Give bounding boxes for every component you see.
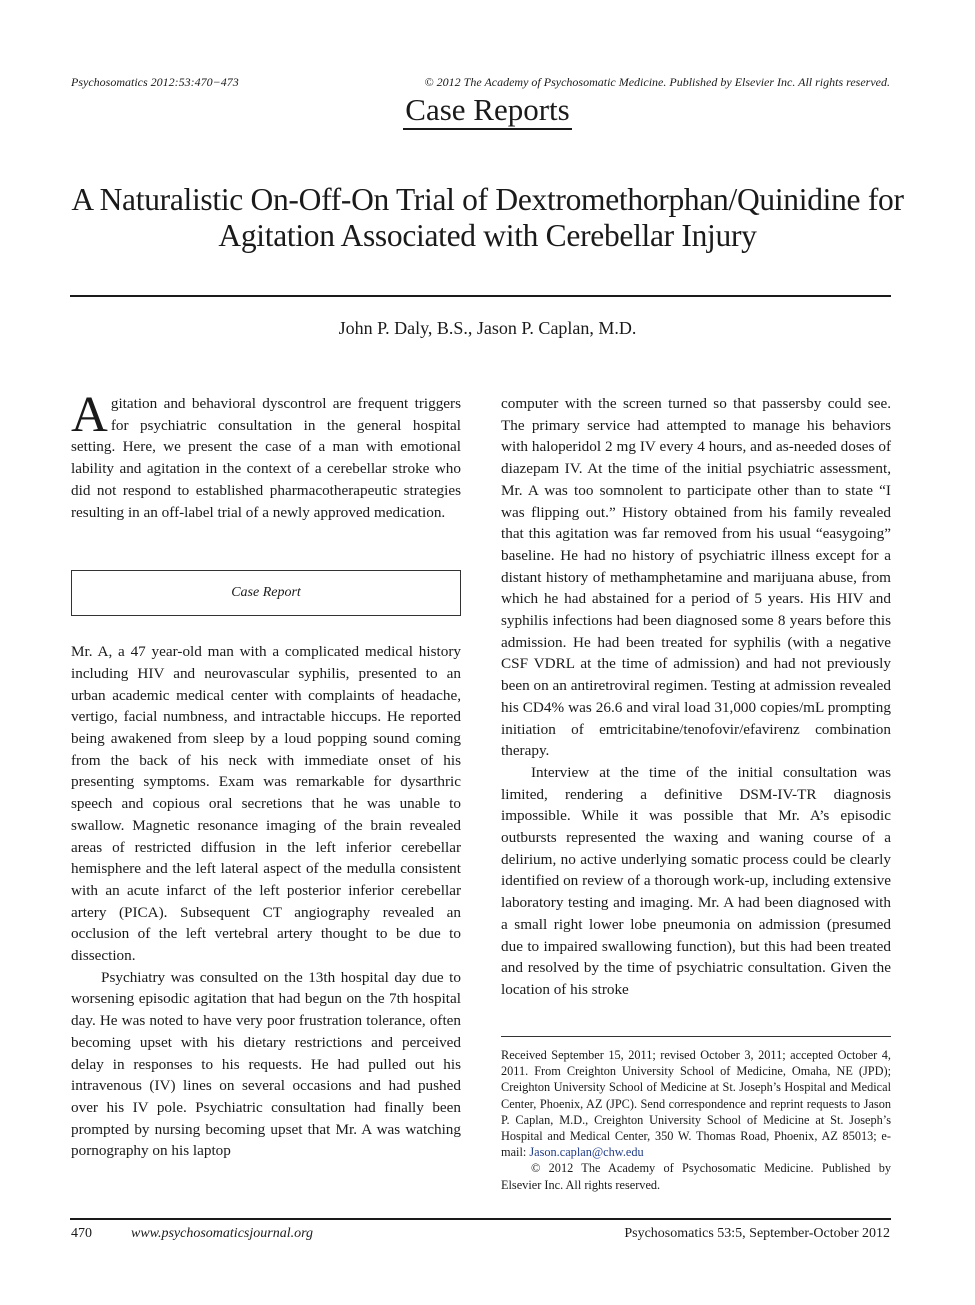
abstract-text: gitation and behavioral dyscontrol are frequent triggers for psychiatric consultation in the general hospital setting. Here, we present the case of a man with emotional lability and agitation in the context of a cerebellar stroke who did not respond to established pharmacotherapeutic strategies resulting in an off-label trial of a newly approved medication. xyxy=(71,395,461,521)
drop-cap: A xyxy=(71,387,108,443)
received-info xyxy=(501,1047,891,1160)
section-title-text: Case Reports xyxy=(403,92,571,130)
footnote-divider xyxy=(501,1036,891,1037)
left-column xyxy=(71,387,461,1162)
article-title: A Naturalistic On-Off-On Trial of Dextromethorphan/Quinidine for Agitation Associated with Cerebellar Injury xyxy=(71,182,904,253)
body-paragraph: computer with the screen turned so that passersby could see. The primary service had attempted to manage his behaviors with haloperidol 2 mg IV every 4 hours, and as-needed doses of diazepam IV. At the time of the initial psychiatric assessment, Mr. A was too somnolent to participate other than to state “I was flipping out.” History obtained from his family revealed that this agitation was far removed from his usual “easygoing” baseline. He had no history of psychiatric illness except for a distant history of methamphetamine and marijuana abuse, from which he had abstained for a period of 5 years. His HIV and syphilis infections had been diagnosed some 8 years before this admission. He had been treated for syphilis (with a negative CSF VDRL at the time of admission) and had not previously been on an antiretroviral regimen. Testing at admission revealed his CD4% was 26.6 and viral load 31,000 copies/mL prompting initiation of emtricitabine/tenofovir/efavirenz combination therapy. xyxy=(501,395,891,760)
title-divider xyxy=(70,295,891,297)
footnote-copyright: © 2012 The Academy of Psychosomatic Medicine. Published by Elsevier Inc. All rights reserved. xyxy=(501,1161,891,1192)
article-footnote xyxy=(501,1047,891,1193)
body-paragraph: Interview at the time of the initial consultation was limited, rendering a definitive DSM-IV-TR diagnosis impossible. While it was possible that Mr. A’s episodic outbursts represented the waxing and waning course of a delirium, no active underlying somatic process could be clearly identified on review of a thorough work-up, including extensive laboratory testing and imaging. Mr. A had been diagnosed with a small right lower lobe pneumonia on admission (presumed due to impaired swallowing function), but this had been treated and resolved by the time of psychiatric consultation. Given the location of his stroke xyxy=(501,763,891,998)
journal-citation: Psychosomatics 2012:53:470−473 xyxy=(71,75,239,89)
case-report-heading-box xyxy=(71,570,461,616)
email-link[interactable]: Jason.caplan@chw.edu xyxy=(529,1145,644,1160)
page-number: 470 xyxy=(71,1226,92,1241)
body-paragraph: Psychiatry was consulted on the 13th hospital day due to worsening episodic agitation that had begun on the 7th hospital day. He was noted to have very poor frustration tolerance, often becoming upset with his dietary restrictions and perceived delay in responses to his requests. He had pulled out his intravenous (IV) lines on several occasions and had pushed over his IV pole. Psychiatric consultation had finally been prompted by nursing becoming upset that Mr. A was watching pornography on his laptop xyxy=(71,968,461,1160)
journal-url[interactable]: www.psychosomaticsjournal.org xyxy=(131,1226,314,1241)
section-title xyxy=(0,92,975,128)
case-report-heading: Case Report xyxy=(231,585,301,601)
footer-citation: Psychosomatics 53:5, September-October 2012 xyxy=(624,1226,890,1241)
author-list: John P. Daly, B.S., Jason P. Caplan, M.D. xyxy=(338,318,637,338)
abstract xyxy=(71,387,461,523)
right-column xyxy=(501,393,891,1001)
copyright-header: © 2012 The Academy of Psychosomatic Medicine. Published by Elsevier Inc. All rights reserved. xyxy=(424,75,890,89)
received-text: Received September 15, 2011; revised October 3, 2011; accepted October 4, 2011. From Creighton University School of Medicine, Omaha, NE (JPD); Creighton University School of Medicine at St. Joseph’s Hospital and Medical Center, Phoenix, AZ (JPC). Send correspondence and reprint requests to Jason P. Caplan, M.D., Creighton University School of Medicine at St. Joseph’s Hospital and Medical Center, 350 W. Thomas Road, Phoenix, AZ 85013; e-mail: xyxy=(501,1048,891,1160)
footer-divider xyxy=(70,1218,891,1220)
body-paragraph: Mr. A, a 47 year-old man with a complicated medical history including HIV and neurovascular syphilis, presented to an urban academic medical center with complaints of headache, vertigo, facial numbness, and intractable hiccups. He reported being awakened from sleep by a loud popping sound coming from the back of his neck with immediate onset of his presenting symptoms. Exam was remarkable for dysarthric speech and copious oral secretions that he was unable to swallow. Magnetic resonance imaging of the brain revealed areas of restricted diffusion in the left inferior cerebellar hemisphere and the left lateral aspect of the medulla consistent with an acute infarct of the left posterior inferior cerebellar artery (PICA). Subsequent CT angiography revealed an occlusion of the left vertebral artery thought to be due to dissection. xyxy=(71,643,461,965)
